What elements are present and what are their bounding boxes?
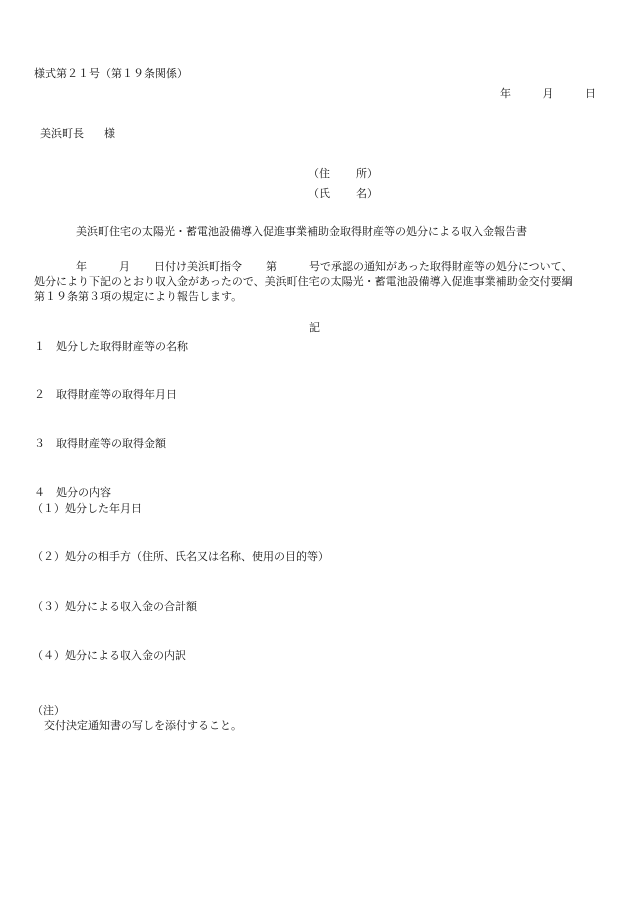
date-month-unit: 月	[542, 87, 554, 100]
document-title: 美浜町住宅の太陽光・蓄電池設備導入促進事業補助金取得財産等の処分による収入金報告書	[76, 225, 527, 238]
subitem-4: （４）処分による収入金の内訳	[32, 649, 186, 662]
subitem-1: （１）処分した年月日	[32, 502, 142, 515]
subitem-2: （２）処分の相手方（住所、氏名又は名称、使用の目的等）	[32, 550, 329, 563]
body-date-issue: 日付け美浜町指令	[154, 260, 242, 273]
date-line	[500, 88, 596, 99]
subitem-3: （３）処分による収入金の合計額	[32, 600, 197, 613]
addressee	[40, 128, 115, 139]
applicant-address-label	[308, 168, 378, 179]
addressee-name: 美浜町長	[40, 127, 84, 140]
address-label-close: 所）	[356, 167, 378, 180]
body-line-3: 第１９条第３項の規定により報告します。	[34, 290, 243, 303]
name-label-close: 名）	[356, 187, 378, 200]
date-day-unit: 日	[585, 87, 596, 100]
name-label-open: （氏	[308, 187, 330, 200]
note-text: 交付決定通知書の写しを添付すること。	[44, 719, 242, 732]
note-label: （注）	[32, 704, 65, 717]
body-line-2: 処分により下記のとおり収入金があったので、美浜町住宅の太陽光・蓄電池設備導入促進事業補助金交付要綱	[34, 275, 573, 288]
body-year: 年	[76, 260, 87, 273]
address-label-open: （住	[308, 167, 330, 180]
form-number: 様式第２１号（第１９条関係）	[34, 67, 188, 80]
item-2: ２ 取得財産等の取得年月日	[34, 388, 177, 401]
body-line-1	[76, 261, 572, 272]
item-4: ４ 処分の内容	[34, 486, 111, 499]
item-3: ３ 取得財産等の取得金額	[34, 437, 166, 450]
addressee-honorific: 様	[104, 127, 115, 140]
item-1: １ 処分した取得財産等の名称	[34, 340, 188, 353]
body-month: 月	[119, 260, 130, 273]
body-rest: 号で承認の通知があった取得財産等の処分について、	[309, 260, 573, 273]
body-number-prefix: 第	[266, 260, 277, 273]
date-year-unit: 年	[500, 87, 511, 100]
ki-heading: 記	[309, 321, 320, 334]
applicant-name-label	[308, 188, 378, 199]
